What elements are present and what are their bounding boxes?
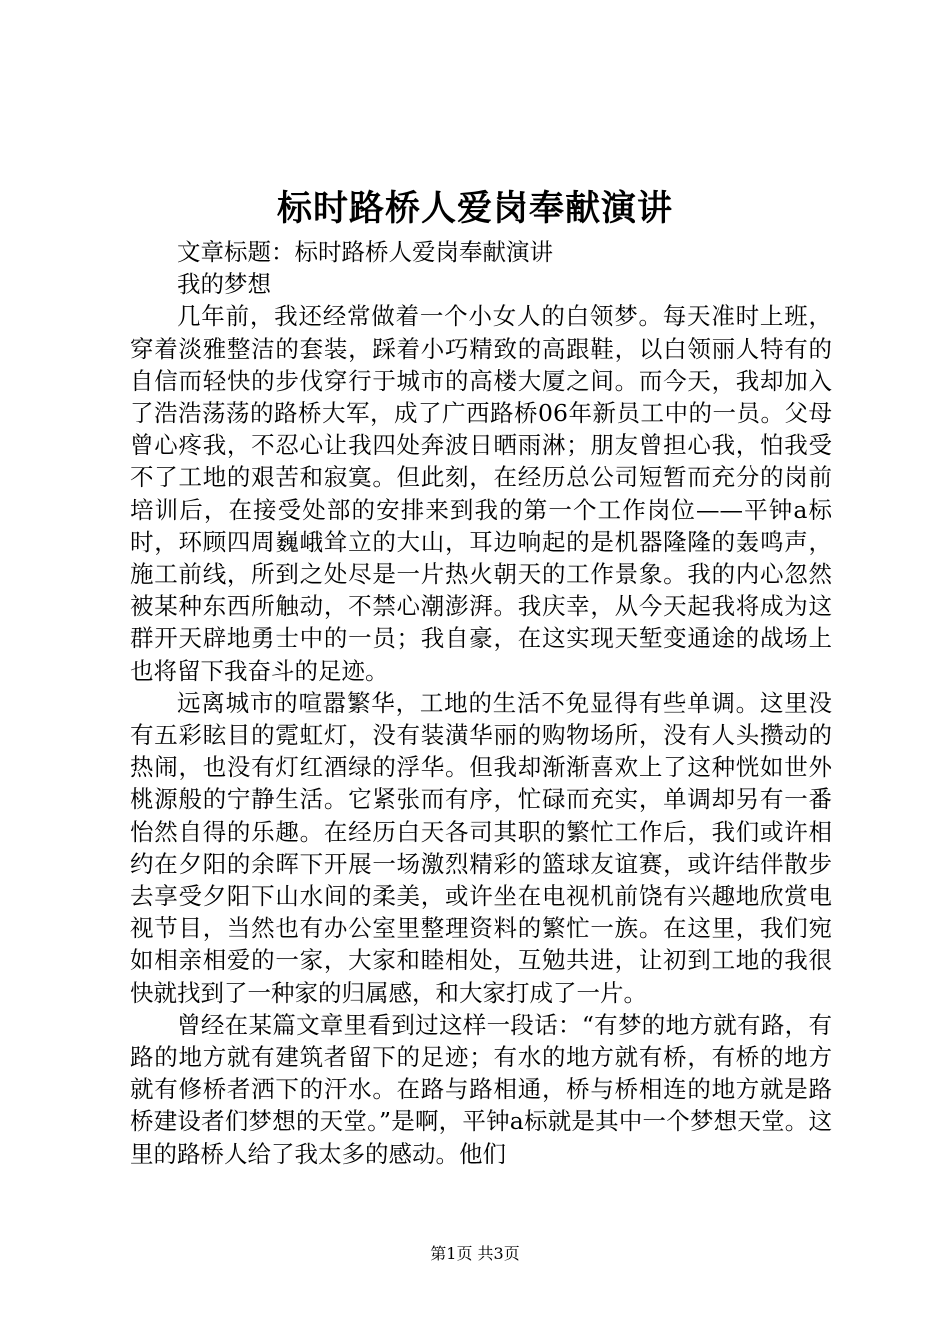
- document-body: [130, 236, 832, 1170]
- article-title-line: 文章标题：标时路桥人爱岗奉献演讲: [177, 238, 553, 266]
- body-paragraph: 曾经在某篇文章里看到过这样一段话：“有梦的地方就有路，有路的地方就有建筑者留下的足迹；有水的地方就有桥，有桥的地方就有修桥者洒下的汗水。在路与路相通，桥与桥相连的地方就是路桥建设者们梦想的天堂。”是啊，平钟a标就是其中一个梦想天堂。这里的路桥人给了我太多的感动。他们: [130, 1010, 832, 1168]
- body-paragraph: 远离城市的喧嚣繁华，工地的生活不免显得有些单调。这里没有五彩眩目的霓虹灯，没有装潢华丽的购物场所，没有人头攒动的热闹，也没有灯红酒绿的浮华。但我却渐渐喜欢上了这种恍如世外桃源般的宁静生活。它紧张而有序，忙碌而充实，单调却另有一番怡然自得的乐趣。在经历白天各司其职的繁忙工作后，我们或许相约在夕阳的余晖下开展一场激烈精彩的篮球友谊赛，或许结伴散步去享受夕阳下山水间的柔美，或许坐在电视机前饶有兴趣地欣赏电视节目，当然也有办公室里整理资料的繁忙一族。在这里，我们宛如相亲相爱的一家，大家和睦相处，互勉共进，让初到工地的我很快就找到了一种家的归属感，和大家打成了一片。: [130, 688, 832, 1007]
- page-number: 第1页 共3页: [430, 1244, 520, 1263]
- body-paragraph: 几年前，我还经常做着一个小女人的白领梦。每天准时上班，穿着淡雅整洁的套装，踩着小巧精致的高跟鞋，以白领丽人特有的自信而轻快的步伐穿行于城市的高楼大厦之间。而今天，我却加入了浩浩荡荡的路桥大军，成了广西路桥06年新员工中的一员。父母曾心疼我，不忍心让我四处奔波日晒雨淋；朋友曾担心我，怕我受不了工地的艰苦和寂寞。但此刻，在经历总公司短暂而充分的岗前培训后，在接受处部的安排来到我的第一个工作岗位——平钟a标时，环顾四周巍峨耸立的大山，耳边响起的是机器隆隆的轰鸣声，施工前线，所到之处尽是一片热火朝天的工作景象。我的内心忽然被某种东西所触动，不禁心潮澎湃。我庆幸，从今天起我将成为这群开天辟地勇士中的一员；我自豪，在这实现天堑变通途的战场上也将留下我奋斗的足迹。: [130, 302, 832, 685]
- section-heading: 我的梦想: [177, 270, 271, 299]
- document-title: 标时路桥人爱岗奉献演讲: [276, 188, 673, 229]
